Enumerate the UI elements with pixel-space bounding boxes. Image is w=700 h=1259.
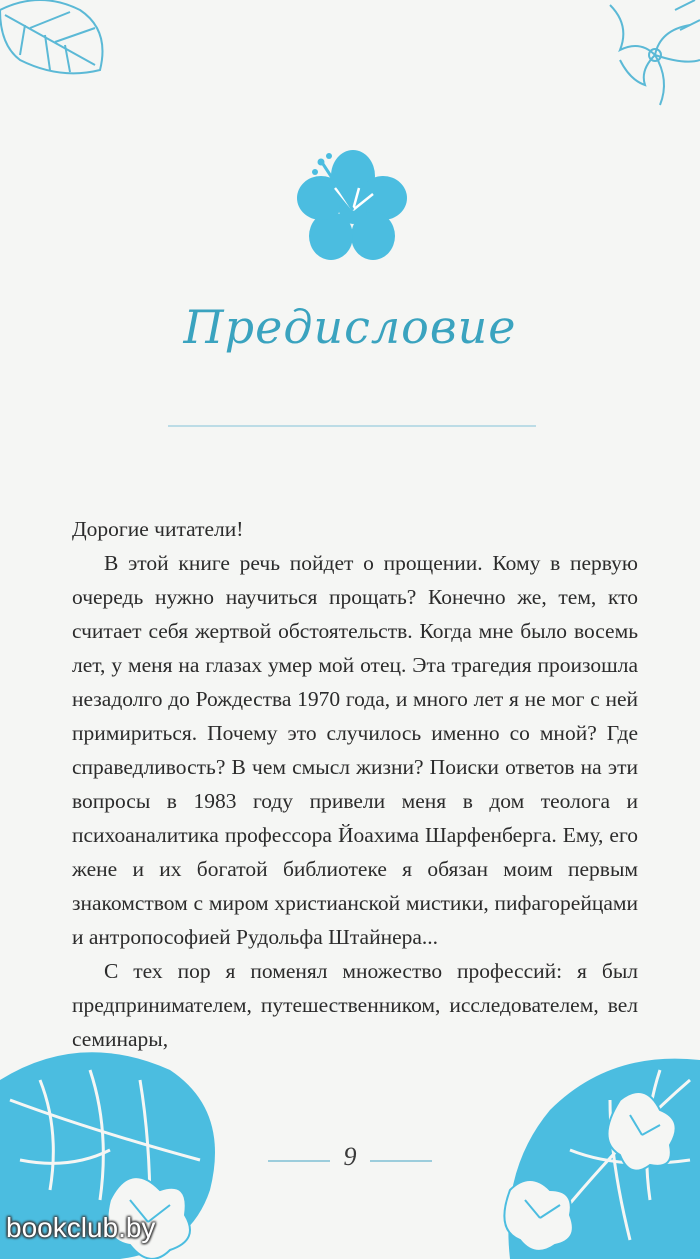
watermark: bookclub.by — [6, 1212, 156, 1243]
paragraph: С тех пор я поменял множество профессий: я был предпринимателем, путешественником, исследователем, вел семинары, — [72, 959, 638, 1051]
hibiscus-icon — [295, 148, 411, 264]
leaf-decoration-bottom-right — [470, 1040, 700, 1259]
greeting: Дорогие читатели! — [72, 517, 244, 541]
leaf-decoration-top-left — [0, 0, 120, 80]
footer-divider-right — [370, 1160, 432, 1162]
page-title: Предисловие — [183, 300, 517, 354]
title-divider — [168, 425, 536, 427]
page-number: 9 — [343, 1142, 357, 1171]
footer-divider-left — [268, 1160, 330, 1162]
body-text — [72, 512, 638, 1056]
flower-decoration-top-right — [600, 0, 700, 110]
paragraph: В этой книге речь пойдет о прощении. Кому в первую очередь нужно научиться прощать? Конечно же, тем, кто считает себя жертвой обстоятельств. Когда мне было восемь лет, у меня на глазах умер мой отец. Эта трагедия произошла незадолго до Рождества 1970 года, и много лет я не мог с ней примириться. Почему это случилось именно со мной? Где справедливость? В чем смысл жизни? Поиски ответов на эти вопросы в 1983 году привели меня в дом теолога и психоаналитика профессора Йоахима Шарфенберга. Ему, его жене и их богатой библиотеке я обязан моим первым знакомством с миром христианской мистики, пифагорейцами и антропософией Рудольфа Штайнера... — [72, 551, 638, 949]
